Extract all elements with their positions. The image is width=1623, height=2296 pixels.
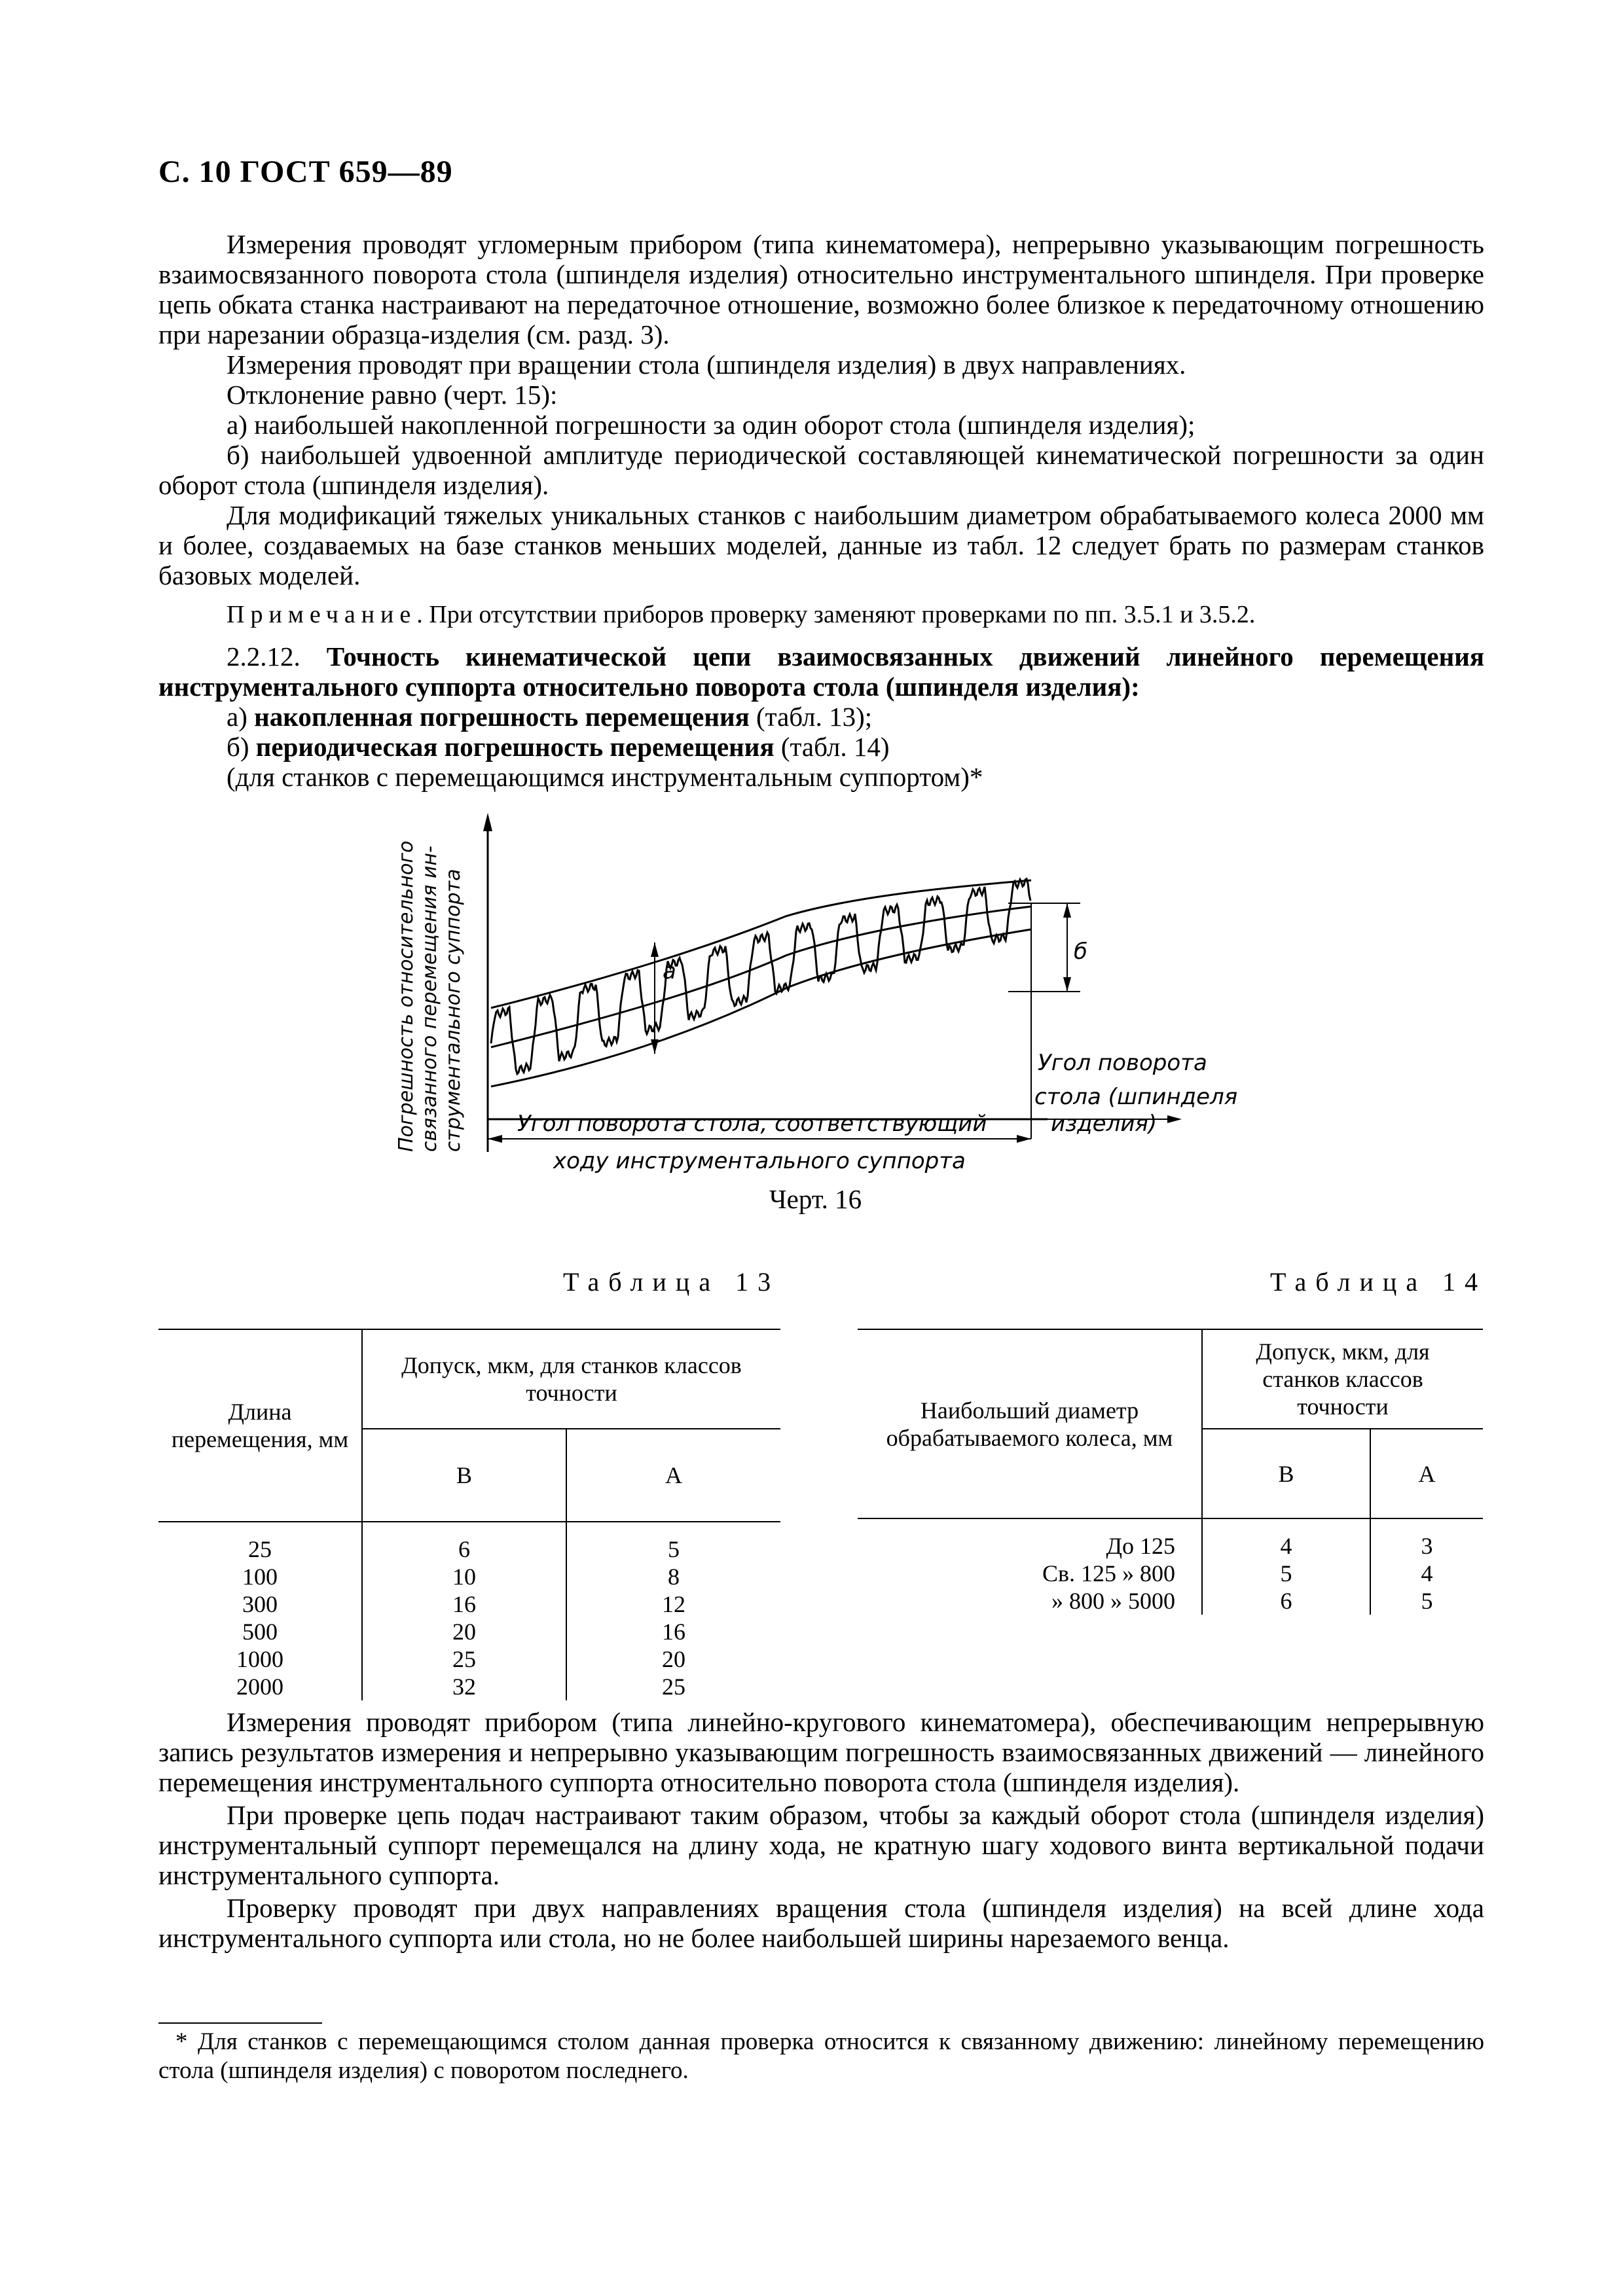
bottom-text-block [158,1707,1484,1953]
table-row: 300 16 12 [158,1590,780,1618]
note-text: . При отсутствии приборов проверку заменяют проверками по пп. 3.5.1 и 3.5.2. [416,601,1256,628]
table-header-cell: Наибольший диаметр обрабатываемого колеса, мм [858,1329,1202,1518]
y-axis-label [395,841,465,1152]
table13-title: Таблица 13 [563,1267,780,1297]
note-paragraph [158,600,1484,630]
table-header-cell: Допуск, мкм, для станков классов точности [1202,1329,1483,1429]
figure-caption: Черт. 16 [769,1184,862,1214]
svg-text:связанного перемещения ин-: связанного перемещения ин- [418,846,441,1152]
paragraph: Проверку проводят при двух направлениях вращения стола (шпинделя изделия) на всей длине хода инструментального суппорта или стола, но не более наибольшей ширины нарезаемого венца. [158,1893,1484,1953]
x-axis-label-line1: Угол поворота [1038,1050,1207,1076]
range-label-line1: Угол поворота стола, соответствующий [517,1111,987,1137]
paragraph: Отклонение равно (черт. 15): [227,380,558,410]
svg-text:Погрешность относительного: Погрешность относительного [395,840,418,1152]
table-header-cell: Допуск, мкм, для станков классов точности [362,1329,780,1429]
paragraph: Для модификаций тяжелых уникальных станков с наибольшим диаметром обрабатываемого колеса 2000 мм и более, создаваемых на базе станков меньших моделей, данные из табл. 12 следует брать по размерам станков базовых моделей. [158,500,1484,590]
table-row: До 125 4 3 [858,1518,1483,1560]
error-curve [491,879,1030,1074]
table-row: Св. 125 » 800 5 4 [858,1560,1483,1587]
table-row: 100 10 8 [158,1563,780,1590]
list-item: а) накопленная погрешность перемещения (табл. 13); [227,702,873,732]
x-axis-label-line3: изделия) [1051,1111,1158,1137]
footnote-divider [158,2022,322,2024]
range-label-line2: ходу инструментального суппорта [553,1148,966,1174]
x-axis-arrow-icon [1167,1115,1182,1123]
table-row: » 800 » 5000 6 5 [858,1587,1483,1615]
table-13 [158,1329,780,1700]
table-row: 1000 25 20 [158,1645,780,1673]
table-row: 500 20 16 [158,1618,780,1645]
label-b: б [1074,939,1087,965]
note-label: Примечание [227,601,417,628]
section-title: Точность кинематической цепи взаимосвязанных движений линейного перемещения инструментального суппорта относительно поворота стола (шпинделя изделия): [158,641,1485,702]
table-row: 2000 32 25 [158,1673,780,1700]
svg-text:струментального суппорта: струментального суппорта [442,869,465,1152]
table-row: 25 6 5 [158,1522,780,1563]
table-header-cell: А [1370,1429,1483,1518]
footnote [158,2028,1484,2085]
kinematic-error-figure [393,812,1244,1178]
y-axis-arrow-icon [483,813,492,831]
paragraph: При проверке цепь подач настраивают таким образом, чтобы за каждый оборот стола (шпинделя изделия) инструментальный суппорт перемещался на длину хода, не кратную шагу ходового винта вертикальной подачи инструментального суппорта. [158,1800,1484,1890]
page-header: С. 10 ГОСТ 659—89 [158,154,453,189]
x-axis-label-line2: стола (шпинделя [1034,1084,1238,1110]
table-header-cell: Длина перемещения, мм [158,1329,362,1522]
list-item: б) периодическая погрешность перемещения (табл. 14) [227,732,890,762]
lower-envelope [491,929,1031,1086]
mean-curve [491,906,1031,1047]
table-header-cell: А [566,1429,780,1522]
top-text-block [158,229,1484,792]
table-header-cell: В [1202,1429,1370,1518]
list-item: (для станков с перемещающимся инструментальным суппортом)* [227,762,983,792]
footnote-text: * Для станков с перемещающимся столом данная проверка относится к связанному движению: линейному перемещению стола (шпинделя изделия) с поворотом последнего. [158,2028,1484,2084]
figure-drawing [393,812,1244,1178]
table-14 [858,1329,1483,1615]
label-a: a [663,958,676,984]
paragraph: б) наибольшей удвоенной амплитуде периодической составляющей кинематической погрешности за один оборот стола (шпинделя изделия). [158,440,1484,500]
section-heading [158,641,1484,702]
paragraph: Измерения проводят прибором (типа линейно-кругового кинематомера), обеспечивающим непрерывную запись результатов измерения и непрерывно указывающим погрешность взаимосвязанных движений — линейного перемещения инструментального суппорта относительно поворота стола (шпинделя изделия). [158,1707,1484,1797]
table-header-cell: В [362,1429,566,1522]
paragraph: а) наибольшей накопленной погрешности за один оборот стола (шпинделя изделия); [227,410,1195,440]
paragraph: Измерения проводят угломерным прибором (типа кинематомера), непрерывно указывающим погрешность взаимосвязанного поворота стола (шпинделя изделия) относительно инструментального шпинделя. При проверке цепь обката станка настраивают на передаточное отношение, возможно более близкое к передаточному отношению при нарезании образца-изделия (см. разд. 3). [158,229,1484,350]
table14-title: Таблица 14 [1270,1267,1487,1297]
section-number: 2.2.12. [227,641,301,672]
paragraph: Измерения проводят при вращении стола (шпинделя изделия) в двух направлениях. [227,350,1186,380]
